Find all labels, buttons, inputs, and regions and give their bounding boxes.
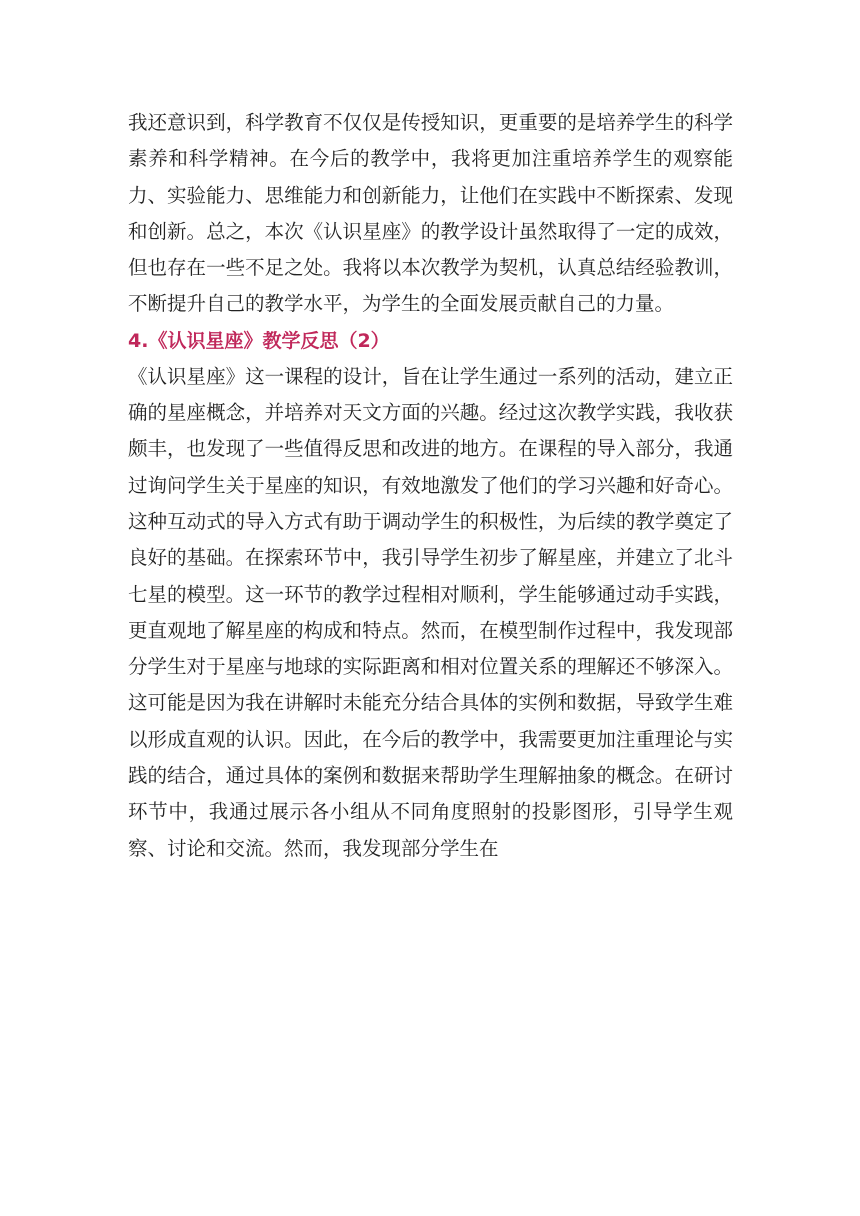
section-heading: 4.《认识星座》教学反思（2） <box>128 329 390 352</box>
reflection-paragraph-1: 我还意识到，科学教育不仅仅是传授知识，更重要的是培养学生的科学素养和科学精神。在今后的教学中，我将更加注重培养学生的观察能力、实验能力、思维能力和创新能力，让他们在实践中不断探索、发现和创新。总之，本次《认识星座》的教学设计虽然取得了一定的成效，但也存在一些不足之处。我将以本次教学为契机，认真总结经验教训，不断提升自己的教学水平，为学生的全面发展贡献自己的力量。 <box>128 111 733 316</box>
reflection-paragraph-2: 《认识星座》这一课程的设计，旨在让学生通过一系列的活动，建立正确的星座概念，并培养对天文方面的兴趣。经过这次教学实践，我收获颇丰，也发现了一些值得反思和改进的地方。在课程的导入部分，我通过询问学生关于星座的知识，有效地激发了他们的学习兴趣和好奇心。这种互动式的导入方式有助于调动学生的积极性，为后续的教学奠定了良好的基础。在探索环节中，我引导学生初步了解星座，并建立了北斗七星的模型。这一环节的教学过程相对顺利，学生能够通过动手实践，更直观地了解星座的构成和特点。然而，在模型制作过程中，我发现部分学生对于星座与地球的实际距离和相对位置关系的理解还不够深入。这可能是因为我在讲解时未能充分结合具体的实例和数据，导致学生难以形成直观的认识。因此，在今后的教学中，我需要更加注重理论与实践的结合，通过具体的案例和数据来帮助学生理解抽象的概念。在研讨环节中，我通过展示各小组从不同角度照射的投影图形，引导学生观察、讨论和交流。然而，我发现部分学生在 <box>128 364 733 860</box>
document-body <box>128 105 733 867</box>
